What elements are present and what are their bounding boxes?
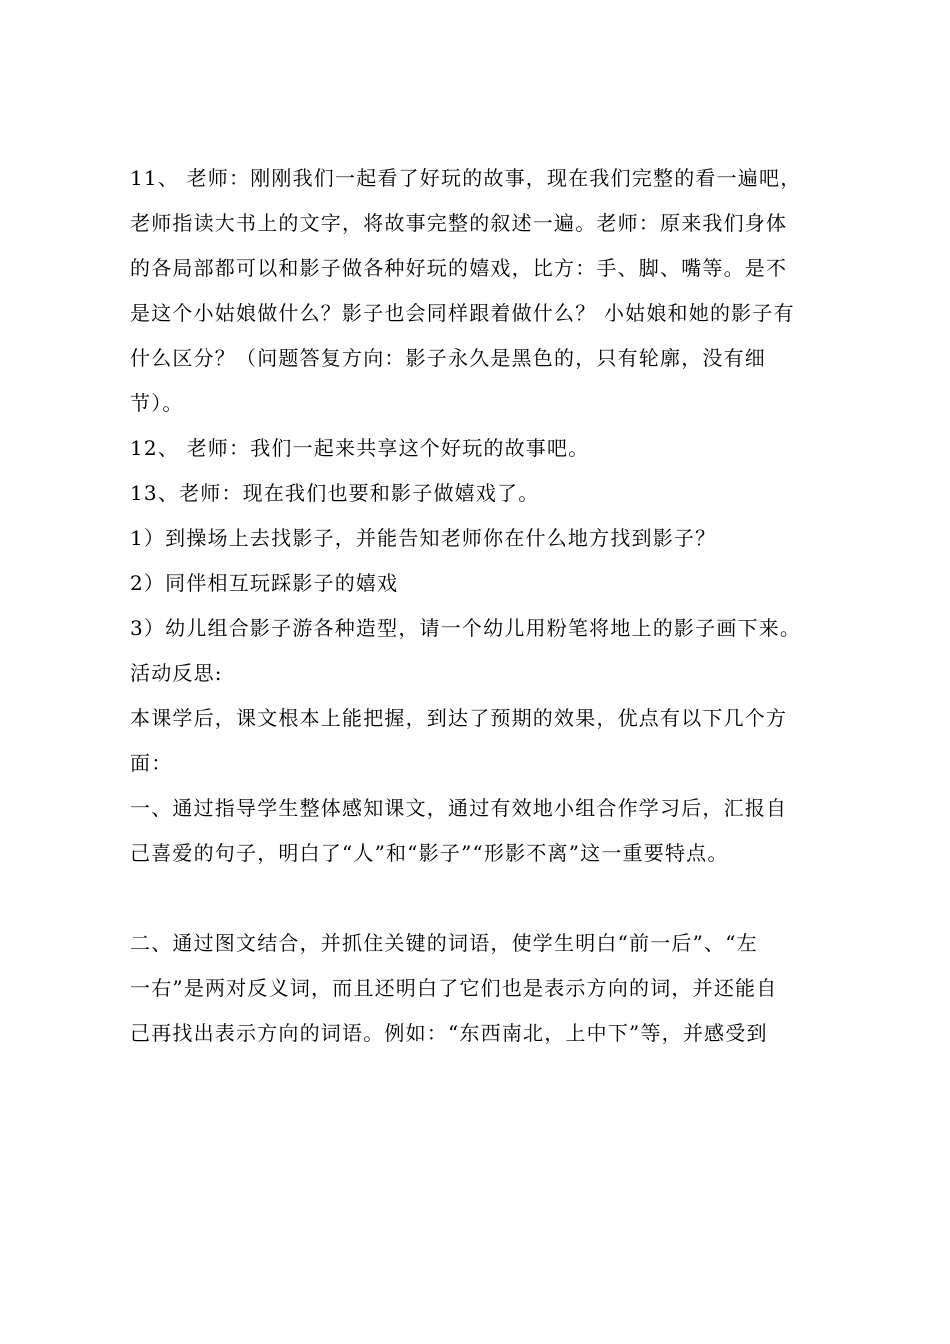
paragraph-line: 己喜爱的句子，明白了“人”和“影子”“形影不离”这一重要特点。	[130, 841, 729, 865]
paragraph-line: 11、 老师：刚刚我们一起看了好玩的故事，现在我们完整的看一遍吧，	[130, 166, 802, 190]
list-item: 2）同伴相互玩踩影子的嬉戏	[130, 571, 399, 595]
paragraph-line: 己再找出表示方向的词语。例如：“东西南北，上中下”等，并感受到	[130, 1021, 768, 1045]
paragraph-line: 二、通过图文结合，并抓住关键的词语，使学生明白“前一后”、“左	[130, 931, 758, 955]
paragraph-line: 一、通过指导学生整体感知课文，通过有效地小组合作学习后，汇报自	[130, 796, 788, 820]
paragraph-line: 是这个小姑娘做什么？影子也会同样跟着做什么？ 小姑娘和她的影子有	[130, 301, 795, 325]
paragraph-line: 13、老师：现在我们也要和影子做嬉戏了。	[130, 481, 540, 505]
paragraph-line: 本课学后，课文根本上能把握，到达了预期的效果，优点有以下几个方	[130, 706, 788, 730]
paragraph-line: 一右”是两对反义词，而且还明白了它们也是表示方向的词，并还能自	[130, 976, 778, 1000]
paragraph-line: 面：	[130, 751, 173, 775]
paragraph-line: 什么区分？（问题答复方向：影子永久是黑色的，只有轮廓，没有细	[130, 346, 766, 370]
paragraph-line: 的各局部都可以和影子做各种好玩的嬉戏，比方：手、脚、嘴等。是不	[130, 256, 788, 280]
paragraph-line: 老师指读大书上的文字，将故事完整的叙述一遍。老师：原来我们身体	[130, 211, 788, 235]
section-heading: 活动反思:	[130, 661, 223, 685]
paragraph-line: 12、 老师：我们一起来共享这个好玩的故事吧。	[130, 436, 590, 460]
list-item: 3）幼儿组合影子游各种造型，请一个幼儿用粉笔将地上的影子画下来。	[130, 616, 802, 640]
paragraph-line: 节）。	[130, 391, 184, 415]
list-item: 1）到操场上去找影子，并能告知老师你在什么地方找到影子？	[130, 526, 717, 550]
